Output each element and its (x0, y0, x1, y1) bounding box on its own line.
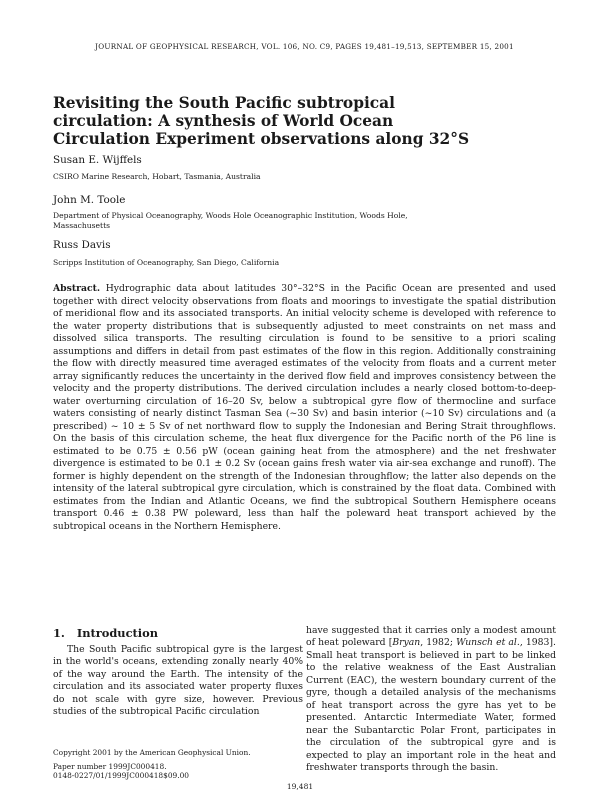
author-name: John M. Toole (53, 194, 126, 206)
intro-column-left: The South Pacific subtropical gyre is the largest in the world's oceans, extending zonally nearly 40% of the way around the Earth. The intensity of the circulation and its associated water property fluxes do not scale with gyre size, however. Previous studies of the subtropical Pacific circulation (53, 644, 303, 718)
issn: 0148-0227/01/1999JC000418$09.00 (53, 771, 189, 780)
intro-text: have suggested that it carries only a modest amount of heat poleward [ (306, 625, 556, 649)
abstract-text: Hydrographic data about latitudes 30°–32°S in the Pacific Ocean are presented and used together with direct velocity observations from floats and moorings to investigate the spatial distribution of meridional flow and its associated transports. An initial velocity scheme is developed with reference to the water property distributions that is subsequently adjusted to meet constraints on net mass and dissolved silica transports. The resulting circulation is found to be sensitive to a priori scaling assumptions and differs in detail from past estimates of the flow in this region. Additionally constraining the flow with directly measured time averaged estimates of the velocity from floats and a current meter array significantly reduces the uncertainty in the derived flow field and improves consistency between the velocity and the property distributions. The derived circulation includes a nearly closed bottom-to-deep-water overturning circulation of 16–20 Sv, below a subtropical gyre flow of thermocline and surface waters consisting of nearly distinct Tasman Sea (~30 Sv) and basin interior (~10 Sv) circulations and (a prescribed) ~ 10 ± 5 Sv of net northward flow to supply the Indonesian and Bering Strait throughflows. On the basis of this circulation scheme, the heat flux divergence for the Pacific north of the P6 line is estimated to be 0.75 ± 0.56 pW (ocean gaining heat from the atmosphere) and the net freshwater divergence is estimated to be 0.1 ± 0.2 Sv (ocean gains fresh water via air-sea exchange and runoff). The former is highly dependent on the strength of the Indonesian throughflow; the latter also depends on the intensity of the lateral subtropical gyre circulation, which is constrained by the float data. Combined with estimates from the Indian and Atlantic Oceans, we find the subtropical Southern Hemisphere oceans transport 0.46 ± 0.38 PW poleward, less than half the poleward heat transport achieved by the subtropical oceans in the Northern Hemisphere. (53, 283, 556, 532)
citation: Bryan (392, 637, 421, 649)
section-title: Introduction (76, 626, 158, 640)
section-number: 1. (53, 626, 65, 640)
paper-number: Paper number 1999JC000418. (53, 762, 167, 771)
author-name: Susan E. Wijffels (53, 154, 142, 166)
author-name: Russ Davis (53, 239, 111, 251)
author-affiliation: CSIRO Marine Research, Hobart, Tasmania, Australia (53, 172, 261, 181)
intro-column-right (306, 625, 556, 774)
citation: Wunsch et al. (456, 637, 520, 649)
copyright-notice: Copyright 2001 by the American Geophysical Union. (53, 748, 251, 757)
journal-header: JOURNAL OF GEOPHYSICAL RESEARCH, VOL. 106, NO. C9, PAGES 19,481–19,513, SEPTEMBER 15, 2001 (95, 42, 514, 51)
intro-text: , 1983]. Small heat transport is believed in part to be linked to the relative weakness of the East Australian Current (EAC), the western boundary current of the gyre, though a detailed analysis of the mechanisms of heat transport across the gyre has yet to be presented. Antarctic Intermediate Water, formed near the Subantarctic Polar Front, participates in the circulation of the subtropical gyre and is expected to play an important role in the heat and freshwater transports through the basin. (306, 637, 556, 773)
page-number: 19,481 (286, 782, 314, 791)
paper-title: Revisiting the South Pacific subtropical circulation: A synthesis of World Ocean Circulation Experiment observations along 32°S (53, 94, 470, 148)
author-affiliation: Scripps Institution of Oceanography, San Diego, California (53, 258, 280, 267)
author-affiliation: Department of Physical Oceanography, Woods Hole Oceanographic Institution, Woods Hole, Massachusetts (53, 211, 408, 230)
intro-text: , 1982; (420, 637, 457, 649)
abstract-label: Abstract. (53, 283, 101, 294)
section-heading (53, 626, 158, 640)
abstract (53, 283, 556, 533)
